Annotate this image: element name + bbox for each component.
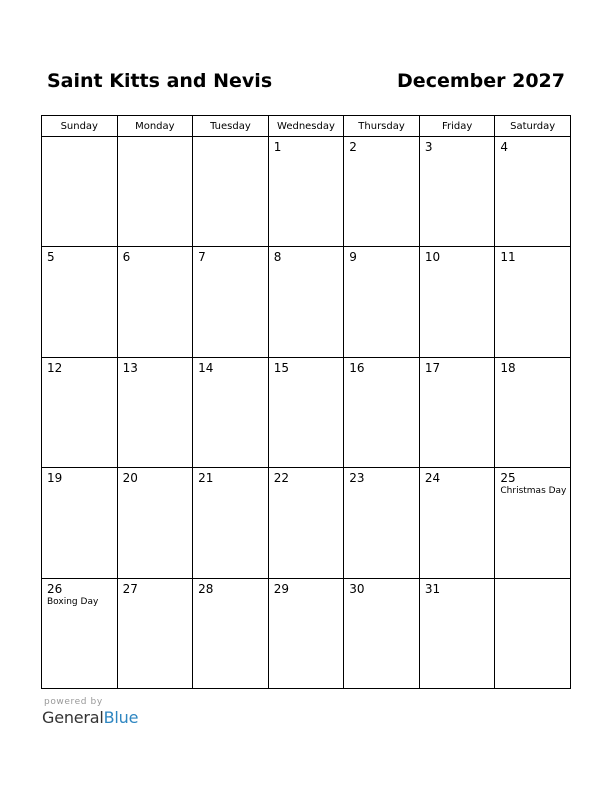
brand-general-text: General: [42, 708, 104, 727]
week-row: [42, 578, 571, 688]
day-cell: [344, 468, 420, 578]
day-number: 13: [122, 360, 138, 375]
day-number: 15: [273, 360, 289, 375]
day-number: 26: [47, 581, 63, 596]
day-cell: [42, 468, 118, 578]
day-cell: [193, 357, 269, 467]
day-number: 24: [424, 471, 441, 486]
day-cell: [117, 247, 193, 357]
day-cell: [42, 357, 118, 467]
day-number: 27: [122, 581, 138, 596]
day-cell: [193, 578, 269, 688]
day-cell: [495, 468, 571, 578]
day-number: 18: [500, 360, 516, 375]
day-cell: [495, 247, 571, 357]
day-cell: [117, 468, 193, 578]
holiday-label: Boxing Day: [47, 596, 99, 607]
day-cell: [268, 247, 344, 357]
day-cell: [42, 137, 118, 247]
powered-by-text: powered by: [44, 697, 103, 707]
day-cell: [344, 137, 420, 247]
brand-blue-text: Blue: [103, 708, 139, 727]
day-number: 29: [273, 581, 289, 596]
weekday-header: Wednesday: [268, 116, 344, 137]
day-cell: [344, 247, 420, 357]
day-cell: [495, 137, 571, 247]
day-cell: [419, 137, 495, 247]
day-cell: [42, 247, 118, 357]
day-cell: [42, 578, 118, 688]
day-number: 7: [198, 250, 206, 265]
week-row: [42, 137, 571, 247]
day-number: 28: [198, 581, 214, 596]
day-cell: [268, 578, 344, 688]
day-cell: [495, 578, 571, 688]
day-cell: [268, 468, 344, 578]
day-cell: [419, 578, 495, 688]
day-number: 14: [198, 360, 214, 375]
day-cell: [419, 357, 495, 467]
day-cell: [117, 357, 193, 467]
weekday-header: Saturday: [495, 116, 571, 137]
day-cell: [117, 578, 193, 688]
day-number: 20: [122, 471, 138, 486]
day-number: 23: [349, 471, 365, 486]
day-number: 12: [47, 360, 63, 375]
day-cell: [117, 137, 193, 247]
day-number: 3: [424, 140, 433, 154]
day-cell: [193, 247, 269, 357]
country-title: Saint Kitts and Nevis: [47, 70, 273, 92]
day-number: 19: [47, 471, 63, 486]
day-number: 17: [424, 360, 441, 375]
day-number: 30: [349, 581, 365, 596]
weekday-header: Tuesday: [193, 116, 269, 137]
day-number: 4: [500, 140, 509, 154]
weekday-header: Monday: [117, 116, 193, 137]
day-cell: [344, 357, 420, 467]
day-number: 21: [198, 471, 214, 486]
day-cell: [419, 468, 495, 578]
day-number: 31: [424, 581, 441, 596]
day-cell: [268, 357, 344, 467]
day-cell: [193, 137, 269, 247]
day-cell: [268, 137, 344, 247]
holiday-label: Christmas Day: [500, 486, 567, 497]
month-year-title: December 2027: [397, 70, 565, 92]
day-cell: [344, 578, 420, 688]
page-header: [47, 70, 565, 98]
week-row: [42, 468, 571, 578]
weekday-header-row: [42, 116, 571, 137]
day-number: 25: [500, 471, 516, 486]
day-number: 1: [273, 140, 282, 154]
day-cell: [419, 247, 495, 357]
day-number: 10: [424, 250, 441, 265]
day-number: 6: [122, 250, 131, 265]
day-number: 5: [47, 250, 55, 265]
day-number: 16: [349, 360, 365, 375]
day-number: 9: [349, 250, 357, 265]
week-row: [42, 247, 571, 357]
weekday-header: Sunday: [42, 116, 118, 137]
day-cell: [495, 357, 571, 467]
weekday-header: Thursday: [344, 116, 420, 137]
day-cell: [193, 468, 269, 578]
generalblue-logo[interactable]: [42, 708, 138, 727]
day-number: 2: [349, 140, 357, 154]
day-number: 22: [273, 471, 289, 486]
day-number: 8: [273, 250, 282, 265]
weekday-header: Friday: [419, 116, 495, 137]
day-number: 11: [500, 250, 516, 265]
week-row: [42, 357, 571, 467]
calendar-grid: [41, 115, 571, 689]
